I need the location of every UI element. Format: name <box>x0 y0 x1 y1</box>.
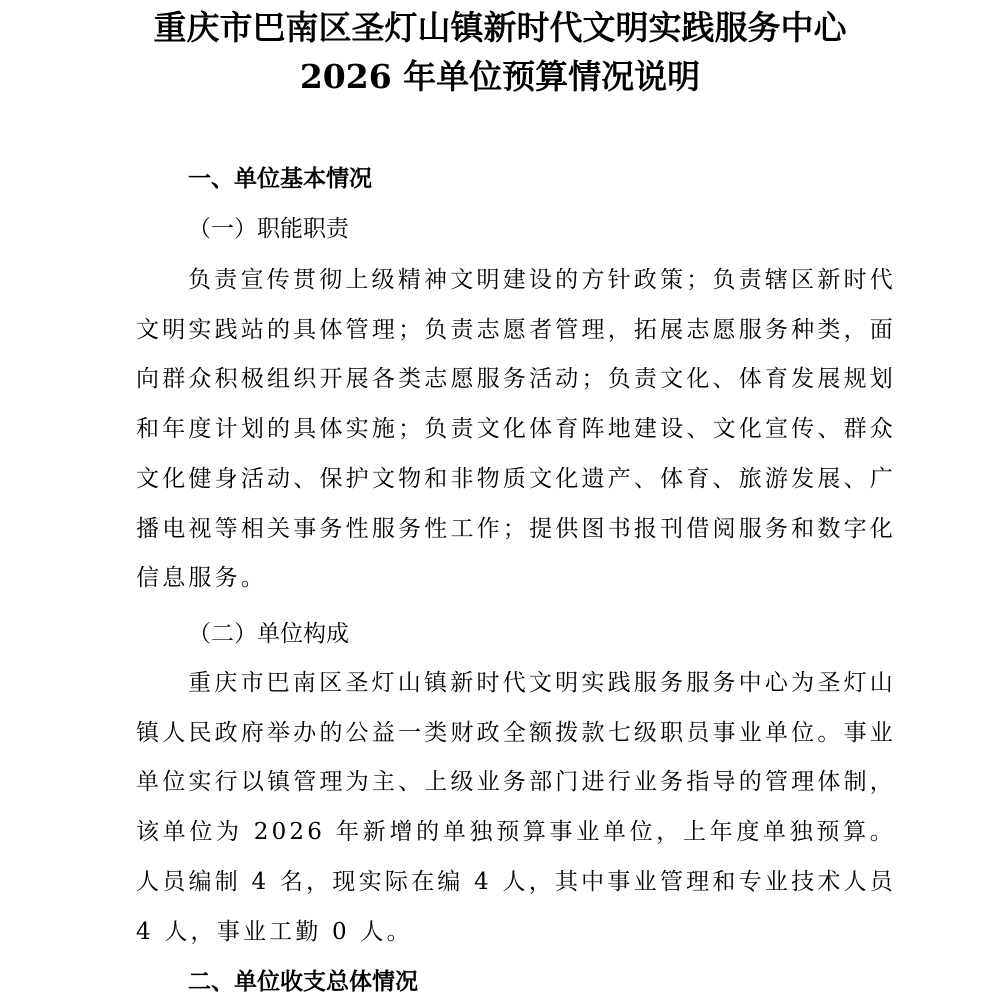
document-title-line-2: 2026 年单位预算情况说明 <box>299 57 701 96</box>
subsection-heading-structure: （二）单位构成 <box>188 621 349 647</box>
section-heading-budget-overview: 二、单位收支总体情况 <box>188 969 418 995</box>
paragraph-duties: 负责宣传贯彻上级精神文明建设的方针政策；负责辖区新时代文明实践站的具体管理；负责志愿者管理，拓展志愿服务种类，面向群众积极组织开展各类志愿服务活动；负责文化、体育发展规划和年度计划的具体实施；负责文化体育阵地建设、文化宣传、群众文化健身活动、保护文物和非物质文化遗产、体育、旅游发展、广播电视等相关事务性服务性工作；提供图书报刊借阅服务和数字化信息服务。 <box>136 267 896 592</box>
document-title-line-1: 重庆市巴南区圣灯山镇新时代文明实践服务中心 <box>153 8 847 47</box>
paragraph-structure: 重庆市巴南区圣灯山镇新时代文明实践服务服务中心为圣灯山镇人民政府举办的公益一类财政全额拨款七级职员事业单位。事业单位实行以镇管理为主、上级业务部门进行业务指导的管理体制，该单位为 2026 年新增的单独预算事业单位，上年度单独预算。人员编制 4 名，现实际在编 4 人，其中事业管理和专业技术人员 4 人，事业工勤 0 人。 <box>136 670 896 945</box>
section-heading-basic-info: 一、单位基本情况 <box>188 166 372 192</box>
subsection-heading-duties: （一）职能职责 <box>188 216 349 242</box>
